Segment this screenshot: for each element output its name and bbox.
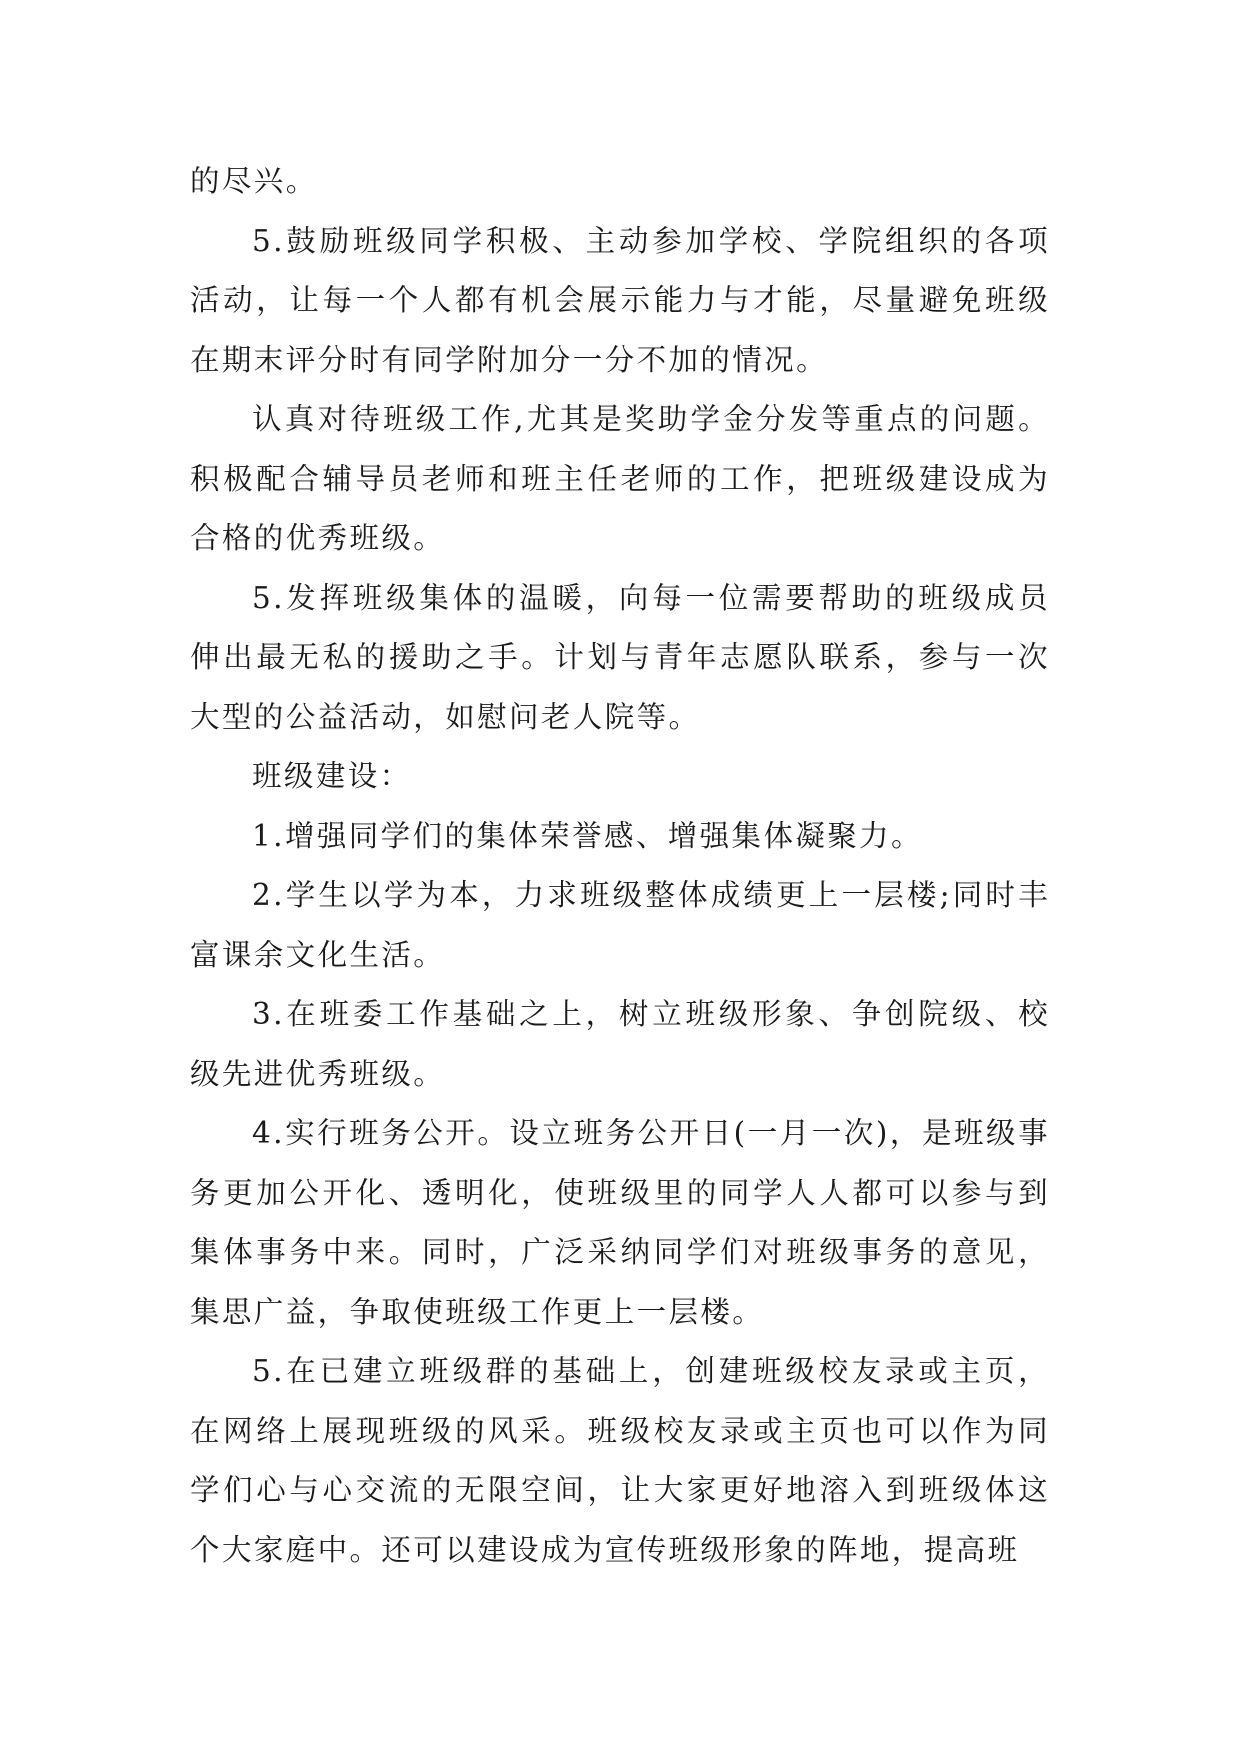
paragraph-class-work: 认真对待班级工作,尤其是奖助学金分发等重点的问题。积极配合辅导员老师和班主任老师的工作，把班级建设成为合格的优秀班级。 xyxy=(190,402,1050,555)
paragraph-item-3: 3.在班委工作基础之上，树立班级形象、争创院级、校级先进优秀班级。 xyxy=(190,997,1050,1091)
paragraph-item-4: 4.实行班务公开。设立班务公开日(一月一次)，是班级事务更加公开化、透明化，使班级里的同学人人都可以参与到集体事务中来。同时，广泛采纳同学们对班级事务的意见，集思广益，争取使班级工作更上一层楼。 xyxy=(190,1116,1050,1329)
paragraph-item-5-warmth: 5.发挥班级集体的温暖，向每一位需要帮助的班级成员伸出最无私的援助之手。计划与青年志愿队联系，参与一次大型的公益活动，如慰问老人院等。 xyxy=(190,580,1050,734)
paragraph-item-5-website: 5.在已建立班级群的基础上，创建班级校友录或主页，在网络上展现班级的风采。班级校友录或主页也可以作为同学们心与心交流的无限空间，让大家更好地溶入到班级体这个大家庭中。还可以建设成为宣传班级形象的阵地，提高班 xyxy=(190,1354,1050,1567)
paragraph-item-2: 2.学生以学为本，力求班级整体成绩更上一层楼;同时丰富课余文化生活。 xyxy=(190,878,1050,972)
paragraph-continuation: 的尽兴。 xyxy=(190,164,318,198)
section-heading-class-building: 班级建设： xyxy=(252,759,412,793)
paragraph-item-1: 1.增强同学们的集体荣誉感、增强集体凝聚力。 xyxy=(252,818,923,853)
document-body xyxy=(190,152,1050,1580)
paragraph-item-5-activities: 5.鼓励班级同学积极、主动参加学校、学院组织的各项活动，让每一个人都有机会展示能力与才能，尽量避免班级在期末评分时有同学附加分一分不加的情况。 xyxy=(190,223,1050,377)
